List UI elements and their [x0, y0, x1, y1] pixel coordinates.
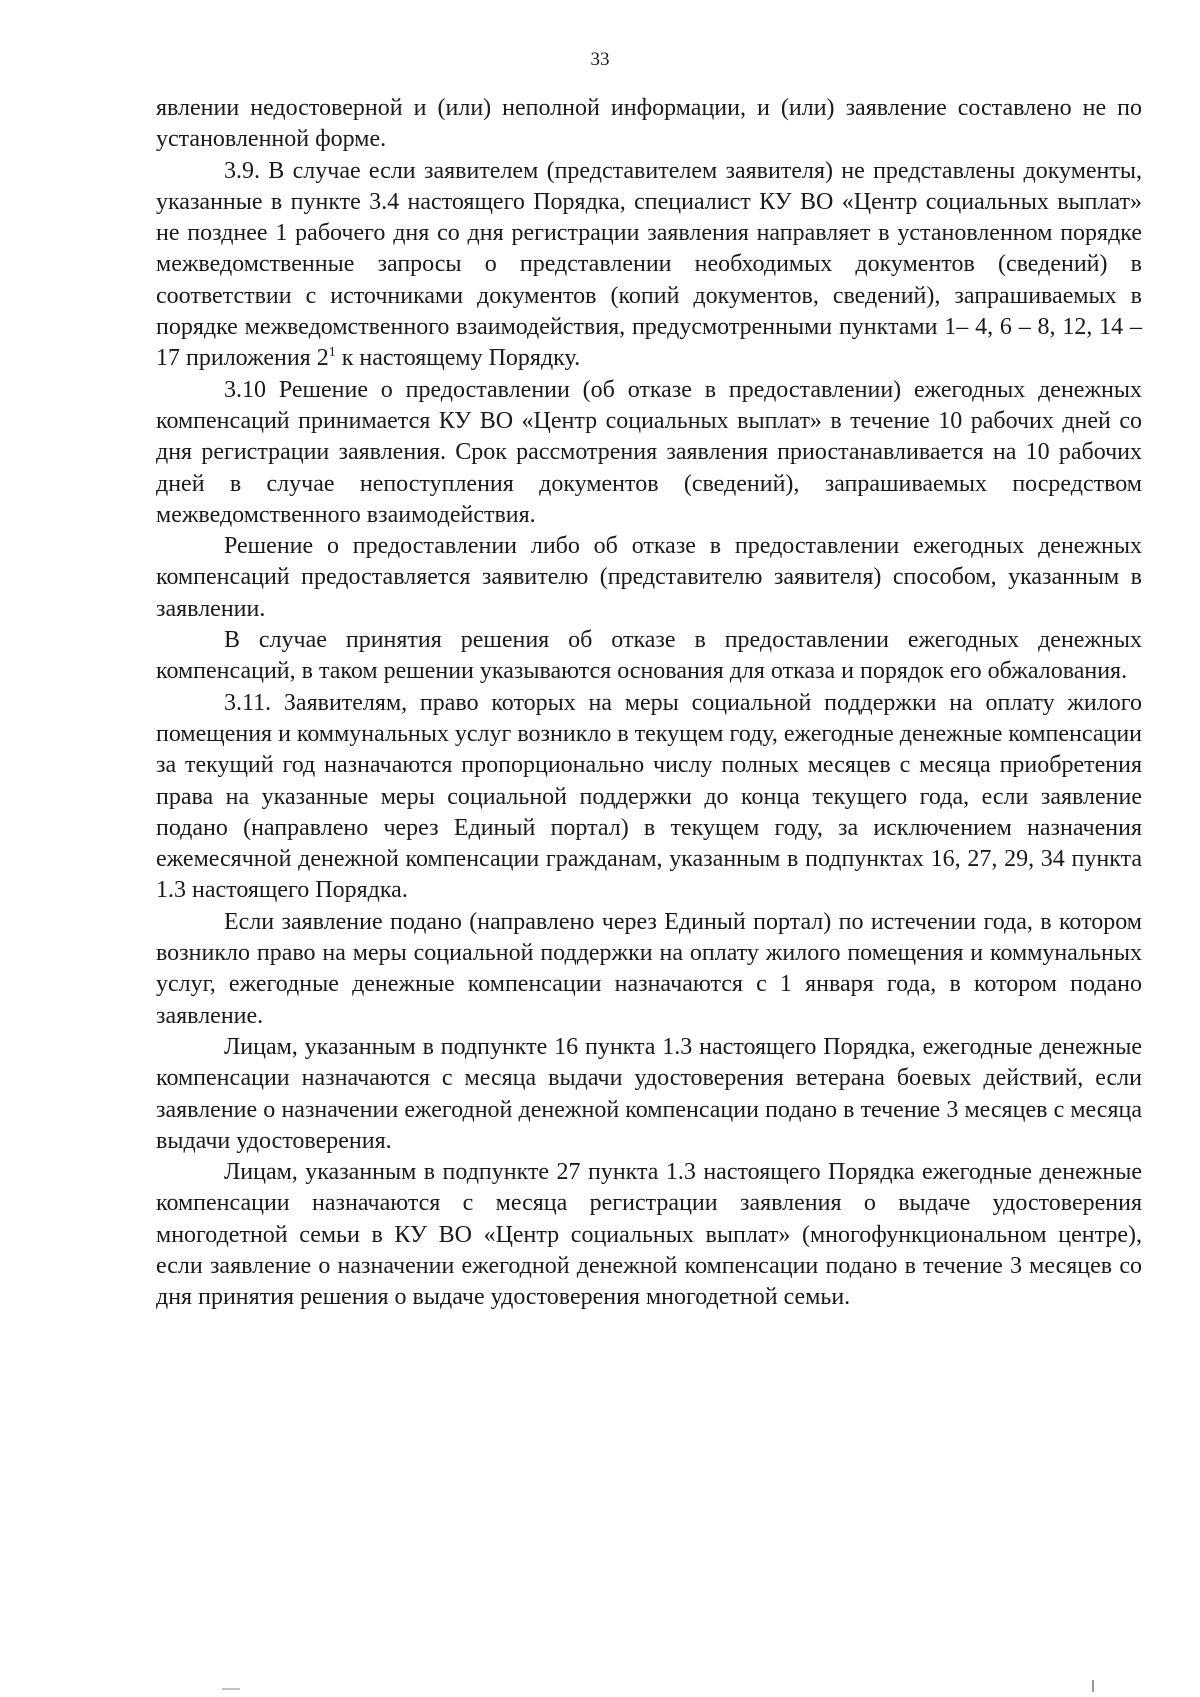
paragraph-3-9	[156, 156, 1142, 375]
paragraph-refusal-grounds: В случае принятия решения об отказе в предоставлении ежегодных денежных компенсаций, в таком решении указываются основания для отказа и порядок его обжалования.	[156, 627, 1142, 685]
paragraph-3-11: 3.11. Заявителям, право которых на меры социальной поддержки на оплату жилого помещения и коммунальных услуг возникло в текущем году, ежегодные денежные компенсации за текущий год назначаются пропорционально числу полных месяцев с месяца приобретения права на указанные меры социальной поддержки до конца текущего года, если заявление подано (направлено через Единый портал) в текущем году, за исключением назначения ежемесячной денежной компенсации гражданам, указанным в подпунктах 16, 27, 29, 34 пункта 1.3 настоящего Порядка.	[156, 689, 1142, 904]
paragraph-combat-veterans: Лицам, указанным в подпункте 16 пункта 1.3 настоящего Порядка, ежегодные денежные компенсации назначаются с месяца выдачи удостоверения ветерана боевых действий, если заявление о назначении ежегодной денежной компенсации подано в течение 3 месяцев с месяца выдачи удостоверения.	[156, 1033, 1142, 1154]
paragraph-text-tail: к настоящему Порядку.	[335, 345, 581, 372]
paragraph-3-10: 3.10 Решение о предоставлении (об отказе в предоставлении) ежегодных денежных компенсаций принимается КУ ВО «Центр социальных выплат» в течение 10 рабочих дней со дня регистрации заявления. Срок рассмотрения заявления приостанавливается на 10 рабочих дней в случае непоступления документов (сведений), запрашиваемых посредством межведомственного взаимодействия.	[156, 376, 1142, 528]
paragraph-large-families: Лицам, указанным в подпункте 27 пункта 1.3 настоящего Порядка ежегодные денежные компенсации назначаются с месяца регистрации заявления о выдаче удостоверения многодетной семьи в КУ ВО «Центр социальных выплат» (многофункциональном центре), если заявление о назначении ежегодной денежной компенсации подано в течение 3 месяцев со дня принятия решения о выдаче удостоверения многодетной семьи.	[156, 1159, 1142, 1311]
paragraph-decision-delivery: Решение о предоставлении либо об отказе в предоставлении ежегодных денежных компенсаций предоставляется заявителю (представителю заявителя) способом, указанным в заявлении.	[156, 533, 1142, 622]
page-number: 33	[590, 49, 610, 70]
superscript: 1	[328, 345, 336, 361]
scan-artifact-left	[222, 1688, 240, 1690]
scan-artifact-right	[1092, 1680, 1094, 1692]
paragraph-text: 3.9. В случае если заявителем (представителем заявителя) не представлены документы, указанные в пункте 3.4 настоящего Порядка, специалист КУ ВО «Центр социальных выплат» не позднее 1 рабочего дня со дня регистрации заявления направляет в установленном порядке межведомственные запросы о представлении необходимых документов (сведений) в соответствии с источниками документов (копий документов, сведений), запрашиваемых в порядке межведомственного взаимодействия, предусмотренными пунктами 1– 4, 6 – 8, 12, 14 – 17 приложения 2	[156, 157, 1142, 372]
document-body	[156, 93, 1142, 1314]
paragraph-continuation: явлении недостоверной и (или) неполной информации, и (или) заявление составлено не по установленной форме.	[156, 95, 1142, 153]
paragraph-late-application: Если заявление подано (направлено через Единый портал) по истечении года, в котором возникло право на меры социальной поддержки на оплату жилого помещения и коммунальных услуг, ежегодные денежные компенсации назначаются с 1 января года, в котором подано заявление.	[156, 908, 1142, 1029]
